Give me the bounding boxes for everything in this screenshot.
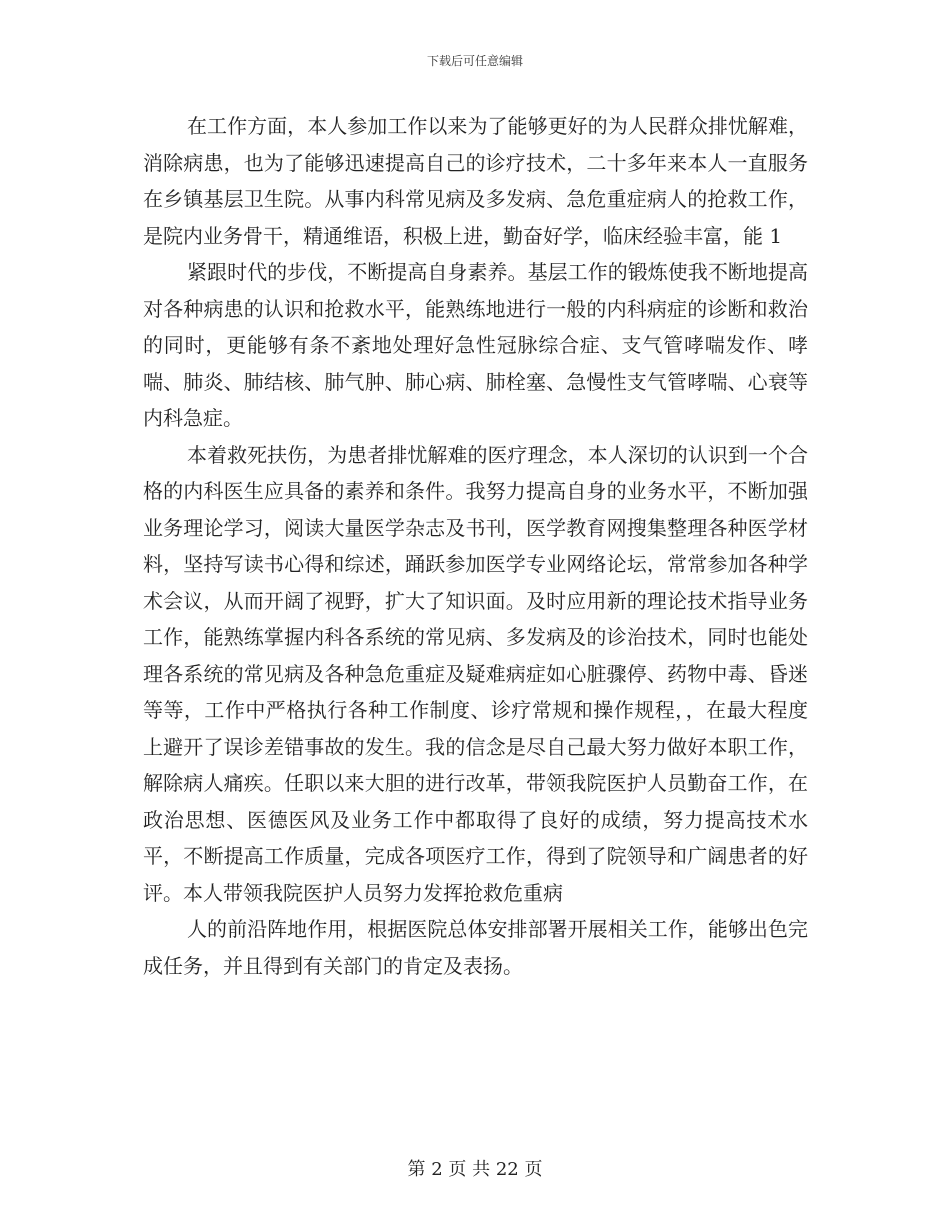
paragraph-2: 紧跟时代的步伐，不断提高自身素养。基层工作的锻炼使我不断地提高对各种病患的认识和抢救水平，能熟练地进行一般的内科病症的诊断和救治的同时，更能够有条不紊地处理好急性冠脉综合症、支气管哮喘发作、哮喘、肺炎、肺结核、肺气肿、肺心病、肺栓塞、急慢性支气管哮喘、心衰等内科急症。 — [143, 260, 808, 430]
paragraph-1: 在工作方面，本人参加工作以来为了能够更好的为人民群众排忧解难，消除病患，也为了能够迅速提高自己的诊疗技术，二十多年来本人一直服务在乡镇基层卫生院。从事内科常见病及多发病、急危重症病人的抢救工作，是院内业务骨干，精通维语，积极上进，勤奋好学，临床经验丰富，能 1 — [143, 114, 808, 248]
paragraph-4: 人的前沿阵地作用，根据医院总体安排部署开展相关工作，能够出色完成任务，并且得到有关部门的肯定及表扬。 — [143, 917, 808, 978]
document-body — [143, 108, 808, 984]
paragraph-3: 本着救死扶伤，为患者排忧解难的医疗理念，本人深切的认识到一个合格的内科医生应具备的素养和条件。我努力提高自身的业务水平，不断加强业务理论学习，阅读大量医学杂志及书刊，医学教育网搜集整理各种医学材料，坚持写读书心得和综述，踊跃参加医学专业网络论坛，常常参加各种学术会议，从而开阔了视野，扩大了知识面。及时应用新的理论技术指导业务工作，能熟练掌握内科各系统的常见病、多发病及的诊治技术，同时也能处理各系统的常见病及各种急危重症及疑难病症如心脏骤停、药物中毒、昏迷等等，工作中严格执行各种工作制度、诊疗常规和操作规程，，在最大程度上避开了误诊差错事故的发生。我的信念是尽自己最大努力做好本职工作，解除病人痛疾。任职以来大胆的进行改革，带领我院医护人员勤奋工作，在政治思想、医德医风及业务工作中都取得了良好的成绩，努力提高技术水平，不断提高工作质量，完成各项医疗工作，得到了院领导和广阔患者的好评。本人带领我院医护人员努力发挥抢救危重病 — [143, 442, 808, 905]
page-header-note: 下载后可任意编辑 — [426, 54, 523, 68]
page-number-footer: 第 2 页 共 22 页 — [407, 1159, 543, 1180]
